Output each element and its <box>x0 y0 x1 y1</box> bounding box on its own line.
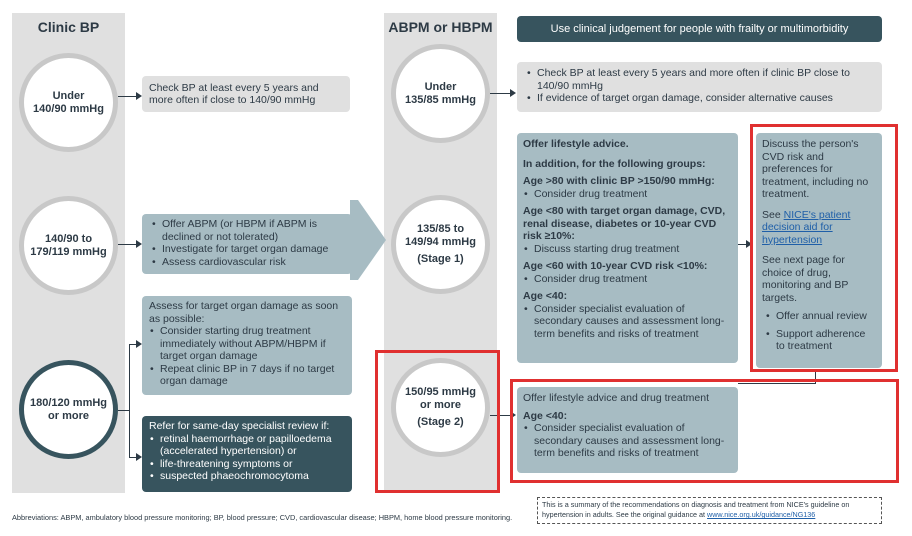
arrowhead-icon <box>510 89 516 97</box>
discuss-text: Discuss the person's CVD risk and preferences for treatment, including no treatment. <box>762 138 869 200</box>
group-list <box>523 243 732 256</box>
list-item: • Discuss starting drug treatment <box>534 243 732 256</box>
list-item: • life-threatening symptoms or <box>160 458 345 471</box>
list-item: • Offer ABPM (or HBPM if ABPM is declined or not tolerated) <box>162 218 345 243</box>
connector-line <box>118 244 136 245</box>
circle-line: Under <box>52 89 85 102</box>
summary-text: This is a summary of the recommendations on diagnosis and treatment from NICE's guideline on hypertension in adults. See the original guidance at <box>542 500 850 519</box>
guidance-link[interactable]: www.nice.org.uk/guidance/NG136 <box>707 510 816 519</box>
stage2-title: Offer lifestyle advice and drug treatment <box>523 392 709 404</box>
check-bp-text: Check BP at least every 5 years and more often if close to 140/90 mmHg <box>149 81 319 106</box>
circle-line: 150/95 mmHg <box>405 386 476 398</box>
circle-line: 179/119 mmHg <box>30 245 107 258</box>
group-heading: Age <40: <box>523 290 568 302</box>
refer-intro: Refer for same-day specialist review if: <box>149 420 330 432</box>
connector-line <box>118 96 136 97</box>
circle-line: or more <box>420 399 461 411</box>
refer-specialist-box <box>142 416 352 492</box>
abbreviations-footnote: Abbreviations: ABPM, ambulatory blood pressure monitoring; BP, blood pressure; CVD, cardiovascular disease; HBPM, home blood pressure monitoring. <box>12 513 513 522</box>
highlight-discuss-box <box>750 124 898 372</box>
group-list <box>523 273 732 286</box>
circle-line: 135/85 to <box>416 223 465 235</box>
list-item: • Offer annual review <box>776 310 876 323</box>
group-heading: Age <60 with 10-year CVD risk <10%: <box>523 260 708 272</box>
banner-text: Use clinical judgement for people with frailty or multimorbidity <box>550 22 849 35</box>
list-item: • If evidence of target organ damage, consider alternative causes <box>537 92 875 105</box>
connector-line <box>738 244 746 245</box>
stage1-subtitle: In addition, for the following groups: <box>523 157 706 170</box>
circle-line: 135/85 mmHg <box>405 93 476 106</box>
abpm-under-135-85-circle <box>391 44 490 143</box>
stage2-heading: Age <40: <box>523 409 568 422</box>
circle-line: (Stage 2) <box>417 416 464 428</box>
list-item: • Consider drug treatment <box>534 188 732 201</box>
circle-line: 180/120 mmHg <box>29 396 108 409</box>
list-item: • Investigate for target organ damage <box>162 243 345 256</box>
clinic-bp-title: Clinic BP <box>37 19 100 35</box>
decision-aid-link[interactable]: NICE's patient decision aid for hypertension <box>762 208 851 246</box>
list-item: • Check BP at least every 5 years and more often if clinic BP close to 140/90 mmHg <box>537 67 875 92</box>
group-heading: Age >80 with clinic BP >150/90 mmHg: <box>523 175 715 187</box>
connector-line <box>129 344 136 345</box>
group-list <box>523 303 732 341</box>
list-item: • Consider specialist evaluation of secondary causes and assessment long-term benefits and risks of treatment <box>534 303 732 341</box>
abpm-under-list <box>527 67 875 105</box>
highlight-stage2-actions <box>510 379 899 483</box>
circle-line: or more <box>48 409 89 422</box>
circle-line: (Stage 1) <box>417 253 464 265</box>
abpm-title: ABPM or HBPM <box>388 19 493 35</box>
list-item: • Support adherence to treatment <box>776 328 876 353</box>
circle-line: 149/94 mmHg <box>405 236 476 248</box>
connector-line <box>129 457 136 458</box>
list-item: • suspected phaeochromocytoma <box>160 470 345 483</box>
see-text: See <box>762 208 784 221</box>
stage1-arrow-shape <box>350 200 390 280</box>
clinic-under-140-90-circle <box>19 53 118 152</box>
connector-line <box>129 344 130 457</box>
list-item: • Consider starting drug treatment immediately without ABPM/HBPM if target organ damage <box>160 325 345 363</box>
circle-line: 140/90 to <box>44 232 93 245</box>
group-heading: Age <80 with target organ damage, CVD, renal disease, diabetes or 10-year CVD risk ≥10%: <box>523 205 726 242</box>
circle-line: Under <box>424 80 457 93</box>
clinic-180-120-circle <box>19 360 118 459</box>
list-item: • Consider specialist evaluation of secondary causes and assessment long-term benefits and risks of treatment <box>534 422 732 460</box>
list-item: • Assess cardiovascular risk <box>162 256 345 269</box>
assess-target-organ-box <box>142 296 352 395</box>
connector-line <box>490 93 510 94</box>
assess-list <box>149 325 345 388</box>
offer-abpm-box <box>142 214 352 274</box>
list-item: • retinal haemorrhage or papilloedema (accelerated hypertension) or <box>160 433 345 458</box>
stage1-title: Offer lifestyle advice. <box>523 138 629 150</box>
abpm-stage1-circle <box>391 195 490 294</box>
clinical-judgement-banner <box>517 16 882 42</box>
highlight-stage2-circle <box>375 350 500 493</box>
next-page-text: See next page for choice of drug, monitoring and BP targets. <box>762 254 849 304</box>
check-bp-box <box>142 76 350 112</box>
abpm-under-action-box <box>517 62 882 112</box>
list-item: • Repeat clinic BP in 7 days if no target organ damage <box>160 363 345 388</box>
stage1-action-box <box>517 133 738 363</box>
list-item: • Consider drug treatment <box>534 273 732 286</box>
summary-note-box <box>537 497 882 524</box>
assess-intro: Assess for target organ damage as soon as possible: <box>149 300 339 325</box>
group-list <box>523 188 732 201</box>
refer-list <box>149 433 345 483</box>
offer-abpm-list <box>150 218 345 268</box>
circle-line: 140/90 mmHg <box>33 102 104 115</box>
clinic-140-90-to-179-119-circle <box>19 196 118 295</box>
